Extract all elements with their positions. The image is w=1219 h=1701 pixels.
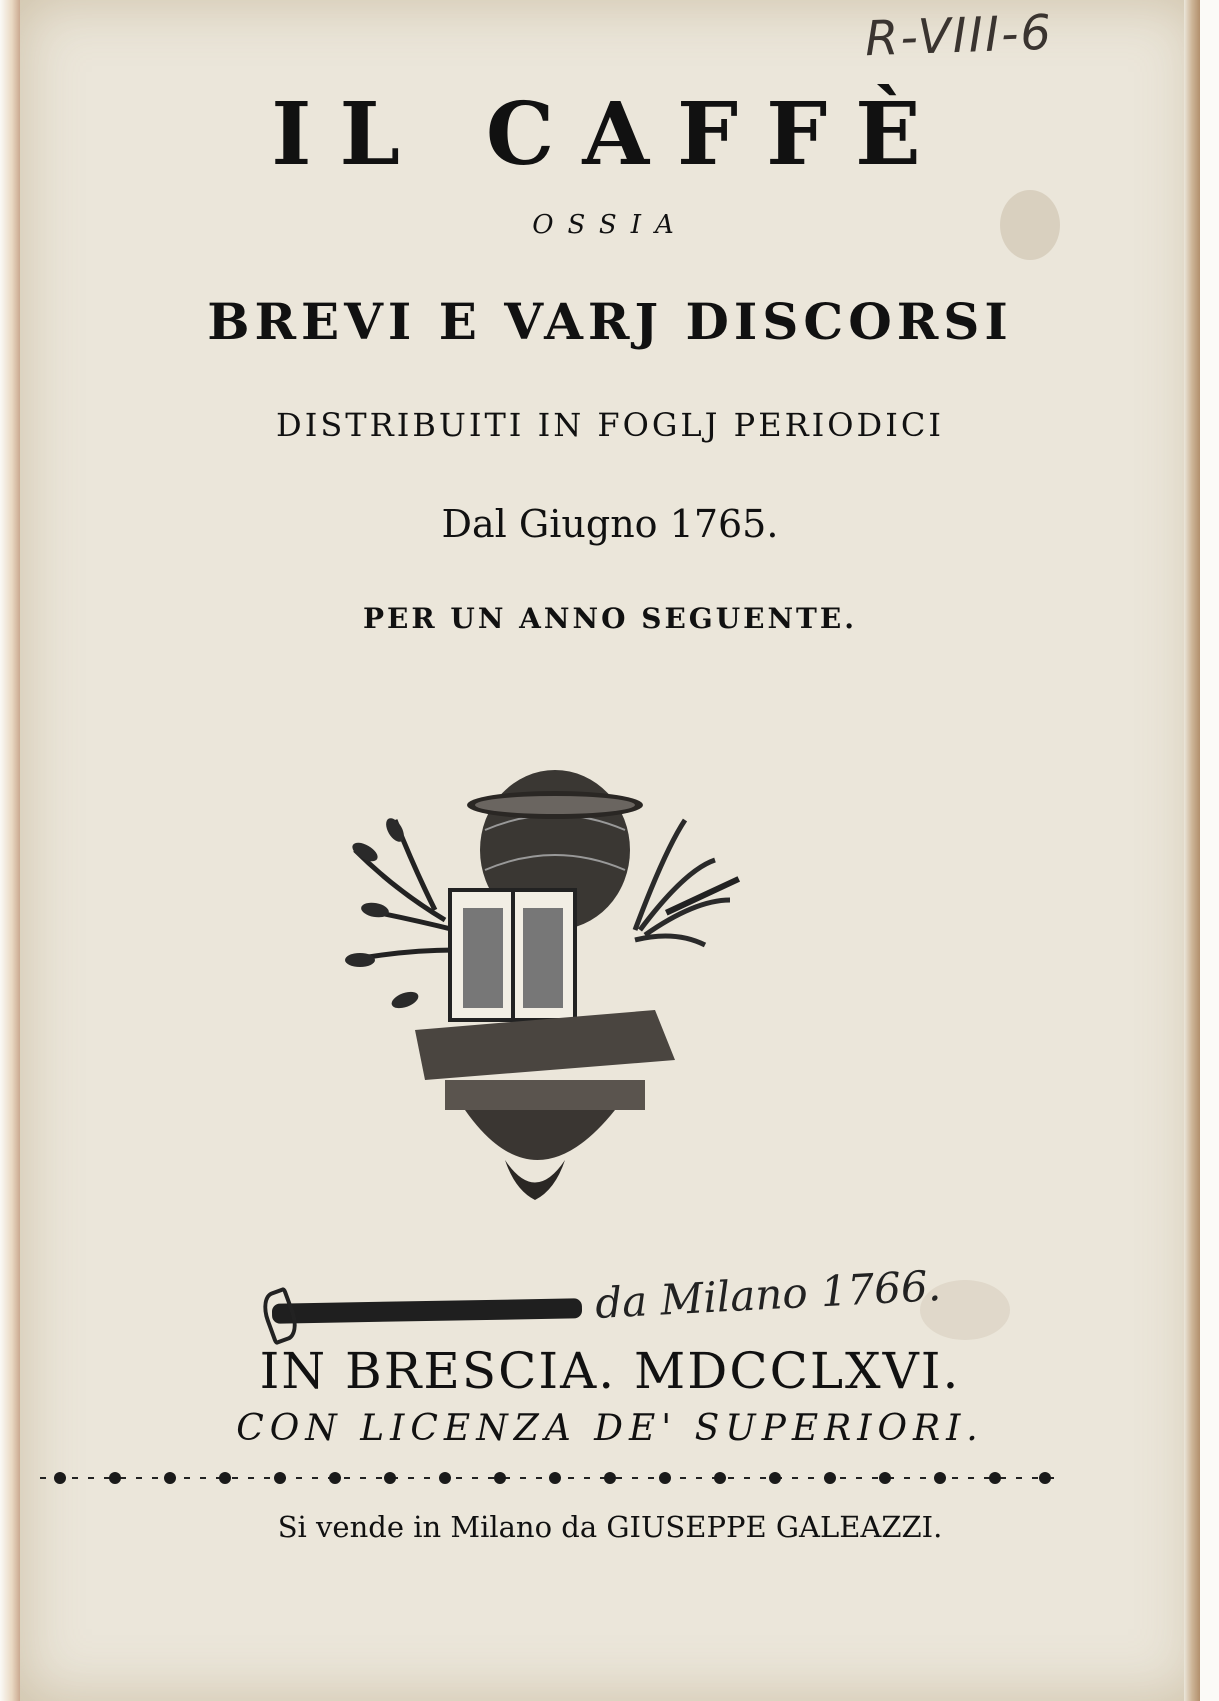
seller-line: Si vende in Milano da GIUSEPPE GALEAZZI. xyxy=(277,1510,943,1544)
shelfmark: R-VIII-6 xyxy=(864,4,1054,68)
distribution-line: DISTRIBUITI IN FOGLJ PERIODICI xyxy=(276,406,944,444)
date-line: Dal Giugno 1765. xyxy=(441,502,779,546)
globe-book-vignette-icon xyxy=(335,760,755,1210)
imprint-place: IN BRESCIA. MDCCLXVI. xyxy=(259,1342,961,1400)
struck-out-ink xyxy=(272,1298,582,1323)
period-line: PER UN ANNO SEGUENTE. xyxy=(363,602,857,635)
fleuron-border-icon xyxy=(40,1460,1060,1496)
spine-edge xyxy=(0,0,20,1701)
page-title: IL CAFFÈ xyxy=(271,84,949,185)
subtitle-ossia: OSSIA xyxy=(532,210,688,240)
subtitle-main: BREVI E VARJ DISCORSI xyxy=(207,292,1013,351)
handwritten-note: da Milano 1766. xyxy=(593,1260,943,1329)
title-page xyxy=(20,0,1200,1701)
imprint-license: CON LICENZA DE' SUPERIORI. xyxy=(236,1408,984,1449)
